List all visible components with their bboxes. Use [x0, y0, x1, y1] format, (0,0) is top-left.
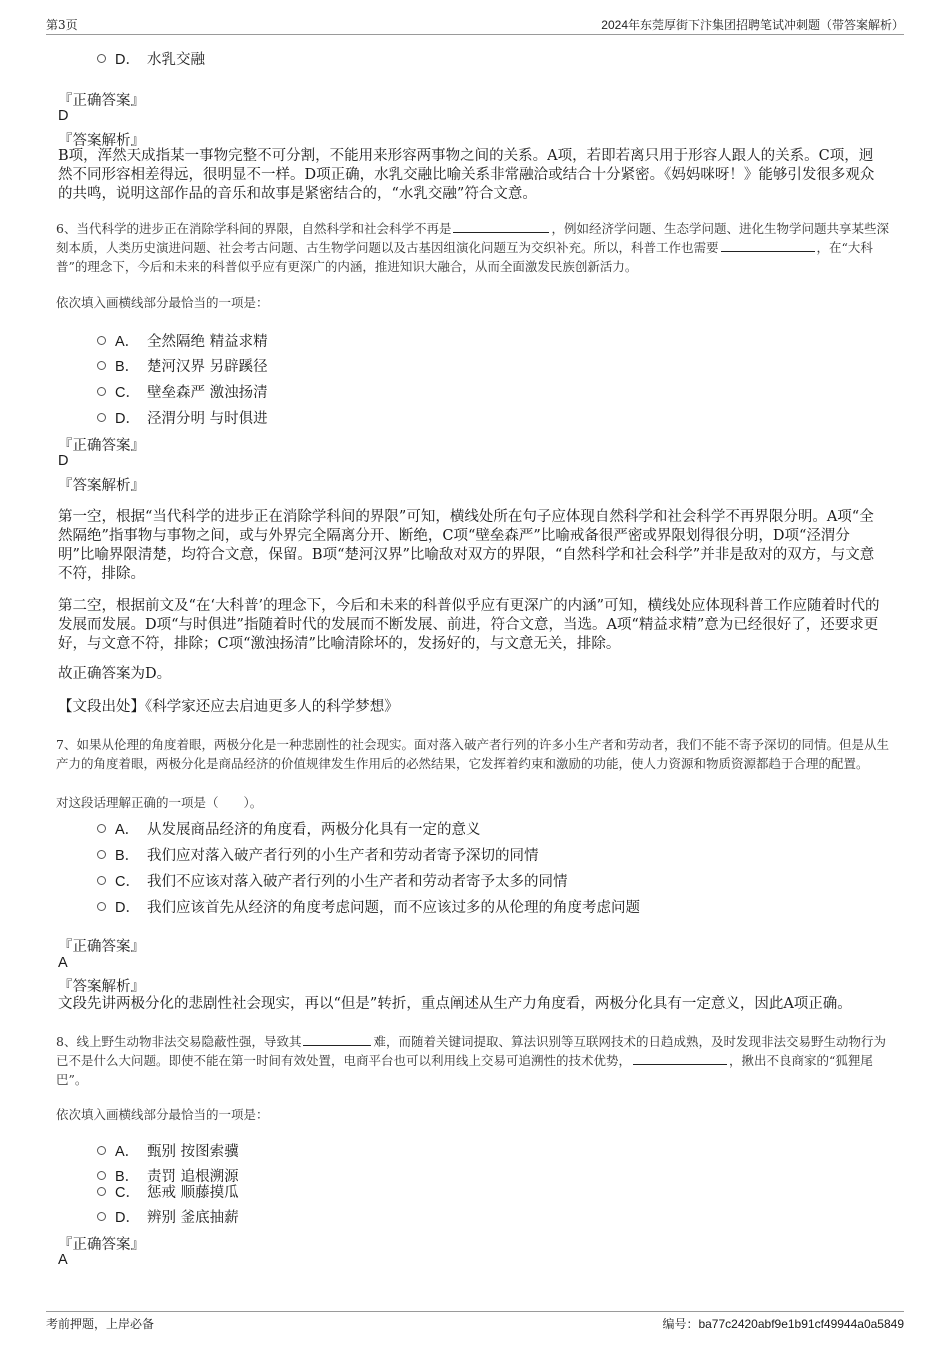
q8-answer-label: 『正确答案』: [58, 1237, 145, 1253]
q6-stem: [56, 219, 898, 276]
source-label: 【文段出处】: [58, 699, 145, 715]
document-code: [662, 1315, 904, 1332]
radio-icon[interactable]: [97, 336, 106, 345]
q8-option-a[interactable]: [97, 1140, 239, 1161]
q6-option-a[interactable]: [97, 330, 268, 351]
option-text: 甄别 按图索骥: [147, 1144, 239, 1160]
q6-answer-label: 『正确答案』: [58, 438, 145, 454]
page-number: 第3页: [46, 18, 78, 32]
q7-stem: 7、如果从伦理的角度着眼，两极分化是一种悲剧性的社会现实。面对落入破产者行列的许多小生产者和劳动者，我们不能不寄予深切的同情。但是从生产力的角度着眼，两极分化是商品经济的价值规律发生作用后的必然结果，它发挥着约束和激励的功能，使人力资源和物质资源都趋于合理的配置。: [56, 737, 889, 771]
q5-answer: D: [58, 108, 69, 124]
option-letter: C．: [115, 874, 140, 890]
fill-blank: [721, 238, 815, 252]
q6-analysis-paragraph-1: 第一空，根据“当代科学的进步正在消除学科间的界限”可知，横线处所在句子应体现自然科学和社会科学不再界限分明。A项“全然隔绝”指事物与事物之间，或与外界完全隔离分开、断绝，C项“壁垒森严”比喻戒备很严密或界限划得很分明，D项“泾渭分明”比喻界限清楚，均符合文意，保留。B项“楚河汉界”比喻敌对双方的界限，“自然科学和社会科学”并非是敌对的双方，与文意不符，排除。: [58, 509, 875, 582]
option-letter: D．: [115, 411, 140, 427]
q6-option-d[interactable]: [97, 407, 268, 428]
q6-prompt: 依次填入画横线部分最恰当的一项是：: [56, 295, 269, 310]
code-value: ba77c2420abf9e1b91cf49944a0a5849: [698, 1317, 904, 1331]
option-text: 惩戒 顺藤摸瓜: [147, 1185, 239, 1201]
q8-answer: A: [58, 1252, 68, 1268]
q7-analysis-label: 『答案解析』: [58, 979, 145, 995]
q6-answer: D: [58, 453, 69, 469]
option-letter: A．: [115, 1144, 140, 1160]
option-text: 我们应该首先从经济的角度考虑问题，而不应该过多的从伦理的角度考虑问题: [147, 900, 640, 916]
source-title: 《科学家还应去启迪更多人的科学梦想》: [145, 699, 399, 715]
page-header: [46, 14, 904, 35]
q5-option-d[interactable]: [97, 48, 205, 69]
option-letter: D．: [115, 900, 140, 916]
radio-icon[interactable]: [97, 902, 106, 911]
document-title: 2024年东莞厚街下汴集团招聘笔试冲刺题（带答案解析）: [601, 18, 904, 32]
option-letter: B．: [115, 848, 140, 864]
q7-answer-label: 『正确答案』: [58, 939, 145, 955]
q6-analysis-paragraph-2: 第二空，根据前文及“在‘大科普’的理念下，今后和未来的科普似乎应有更深广的内涵”可知，横线处应体现科普工作应随着时代的发展而发展。D项“与时俱进”指随着时代的发展而不断发展、前进，符合文意，当选。A项“精益求精”意为已经很好了，还要求更好，与文意不符，排除；C项“激浊扬清”比喻清除坏的，发扬好的，与文意无关，排除。: [58, 598, 880, 652]
q8-stem: [56, 1032, 898, 1089]
q7-option-d[interactable]: [97, 896, 640, 917]
option-letter: A．: [115, 822, 140, 838]
radio-icon[interactable]: [97, 54, 106, 63]
q5-analysis-label: 『答案解析』: [58, 133, 145, 149]
fill-blank: [453, 219, 549, 233]
q6-stem-part2: ，例如经济学问题、生态学问题、进化生物学问题共享某些深刻本质，人类历史演进问题、社会考古问题、古生物学问题以及古基因组演化问题互为交织补充。所以，科普工作也需要: [56, 221, 889, 255]
q8-stem-part2: 难，而随着关键词提取、算法识别等互联网技术的日趋成熟，及时发现非法交易野生动物行为已不是什么大问题。即使不能在第一时间有效处置，电商平台也可以利用线上交易可追溯性的技术优势，: [56, 1034, 886, 1068]
option-letter: B．: [115, 1169, 140, 1185]
radio-icon[interactable]: [97, 1146, 106, 1155]
q8-option-d[interactable]: [97, 1206, 239, 1227]
option-letter: C．: [115, 1185, 140, 1201]
option-letter: D．: [115, 52, 140, 68]
page-footer: [46, 1311, 904, 1334]
q8-option-c[interactable]: [97, 1181, 239, 1202]
code-label: 编号：: [662, 1317, 699, 1331]
option-text: 我们应对落入破产者行列的小生产者和劳动者寄予深切的同情: [147, 848, 539, 864]
option-letter: C．: [115, 385, 140, 401]
q6-stem-part1: 6、当代科学的进步正在消除学科间的界限，自然科学和社会科学不再是: [56, 221, 452, 236]
radio-icon[interactable]: [97, 850, 106, 859]
radio-icon[interactable]: [97, 1171, 106, 1180]
option-text: 全然隔绝 精益求精: [147, 334, 268, 350]
fill-blank: [633, 1051, 727, 1065]
radio-icon[interactable]: [97, 1212, 106, 1221]
radio-icon[interactable]: [97, 387, 106, 396]
radio-icon[interactable]: [97, 1187, 106, 1196]
q5-answer-label: 『正确答案』: [58, 93, 145, 109]
option-letter: A．: [115, 334, 140, 350]
q7-option-c[interactable]: [97, 870, 568, 891]
q7-answer: A: [58, 955, 68, 971]
option-text: 楚河汉界 另辟蹊径: [147, 359, 268, 375]
q6-option-c[interactable]: [97, 381, 268, 402]
q7-analysis: 文段先讲两极分化的悲剧性社会现实，再以“但是”转折，重点阐述从生产力角度看，两极分化具有一定意义，因此A项正确。: [58, 996, 852, 1012]
option-letter: D．: [115, 1210, 140, 1226]
option-text: 泾渭分明 与时俱进: [147, 411, 268, 427]
q5-analysis: B项，浑然天成指某一事物完整不可分割，不能用来形容两事物之间的关系。A项，若即若离只用于形容人跟人的关系。C项，迥然不同形容相差得远，很明显不一样。D项正确，水乳交融比喻关系非常融洽或结合十分紧密。《妈妈咪呀！》能够引发很多观众的共鸣，说明这部作品的音乐和故事是紧密结合的，“水乳交融”符合文意。: [58, 148, 875, 202]
option-text: 我们不应该对落入破产者行列的小生产者和劳动者寄予太多的同情: [147, 874, 568, 890]
q8-stem-part3: ，揪出不良商家的“狐狸尾巴”。: [56, 1053, 873, 1087]
footer-slogan: 考前押题，上岸必备: [46, 1317, 155, 1331]
radio-icon[interactable]: [97, 824, 106, 833]
radio-icon[interactable]: [97, 361, 106, 370]
q8-prompt: 依次填入画横线部分最恰当的一项是：: [56, 1107, 269, 1122]
q7-prompt: 对这段话理解正确的一项是（ ）。: [56, 795, 263, 810]
option-text: 壁垒森严 激浊扬清: [147, 385, 268, 401]
option-text: 辨别 釜底抽薪: [147, 1210, 239, 1226]
option-text: 从发展商品经济的角度看，两极分化具有一定的意义: [147, 822, 481, 838]
q6-analysis-label: 『答案解析』: [58, 478, 145, 494]
q6-source: [58, 698, 884, 717]
radio-icon[interactable]: [97, 413, 106, 422]
q7-option-a[interactable]: [97, 818, 481, 839]
q7-option-b[interactable]: [97, 844, 539, 865]
option-text: 水乳交融: [147, 52, 205, 68]
option-letter: B．: [115, 359, 140, 375]
q6-analysis-paragraph-3: 故正确答案为D。: [58, 666, 172, 682]
fill-blank: [303, 1032, 371, 1046]
q6-option-b[interactable]: [97, 355, 268, 376]
q6-stem-part3: ，在“大科普”的理念下，今后和未来的科普似乎应有更深广的内涵，推进知识大融合，从而全面激发民族创新活力。: [56, 240, 873, 274]
radio-icon[interactable]: [97, 876, 106, 885]
q8-stem-part1: 8、线上野生动物非法交易隐蔽性强，导致其: [56, 1034, 302, 1049]
option-text: 责罚 追根溯源: [147, 1169, 239, 1185]
